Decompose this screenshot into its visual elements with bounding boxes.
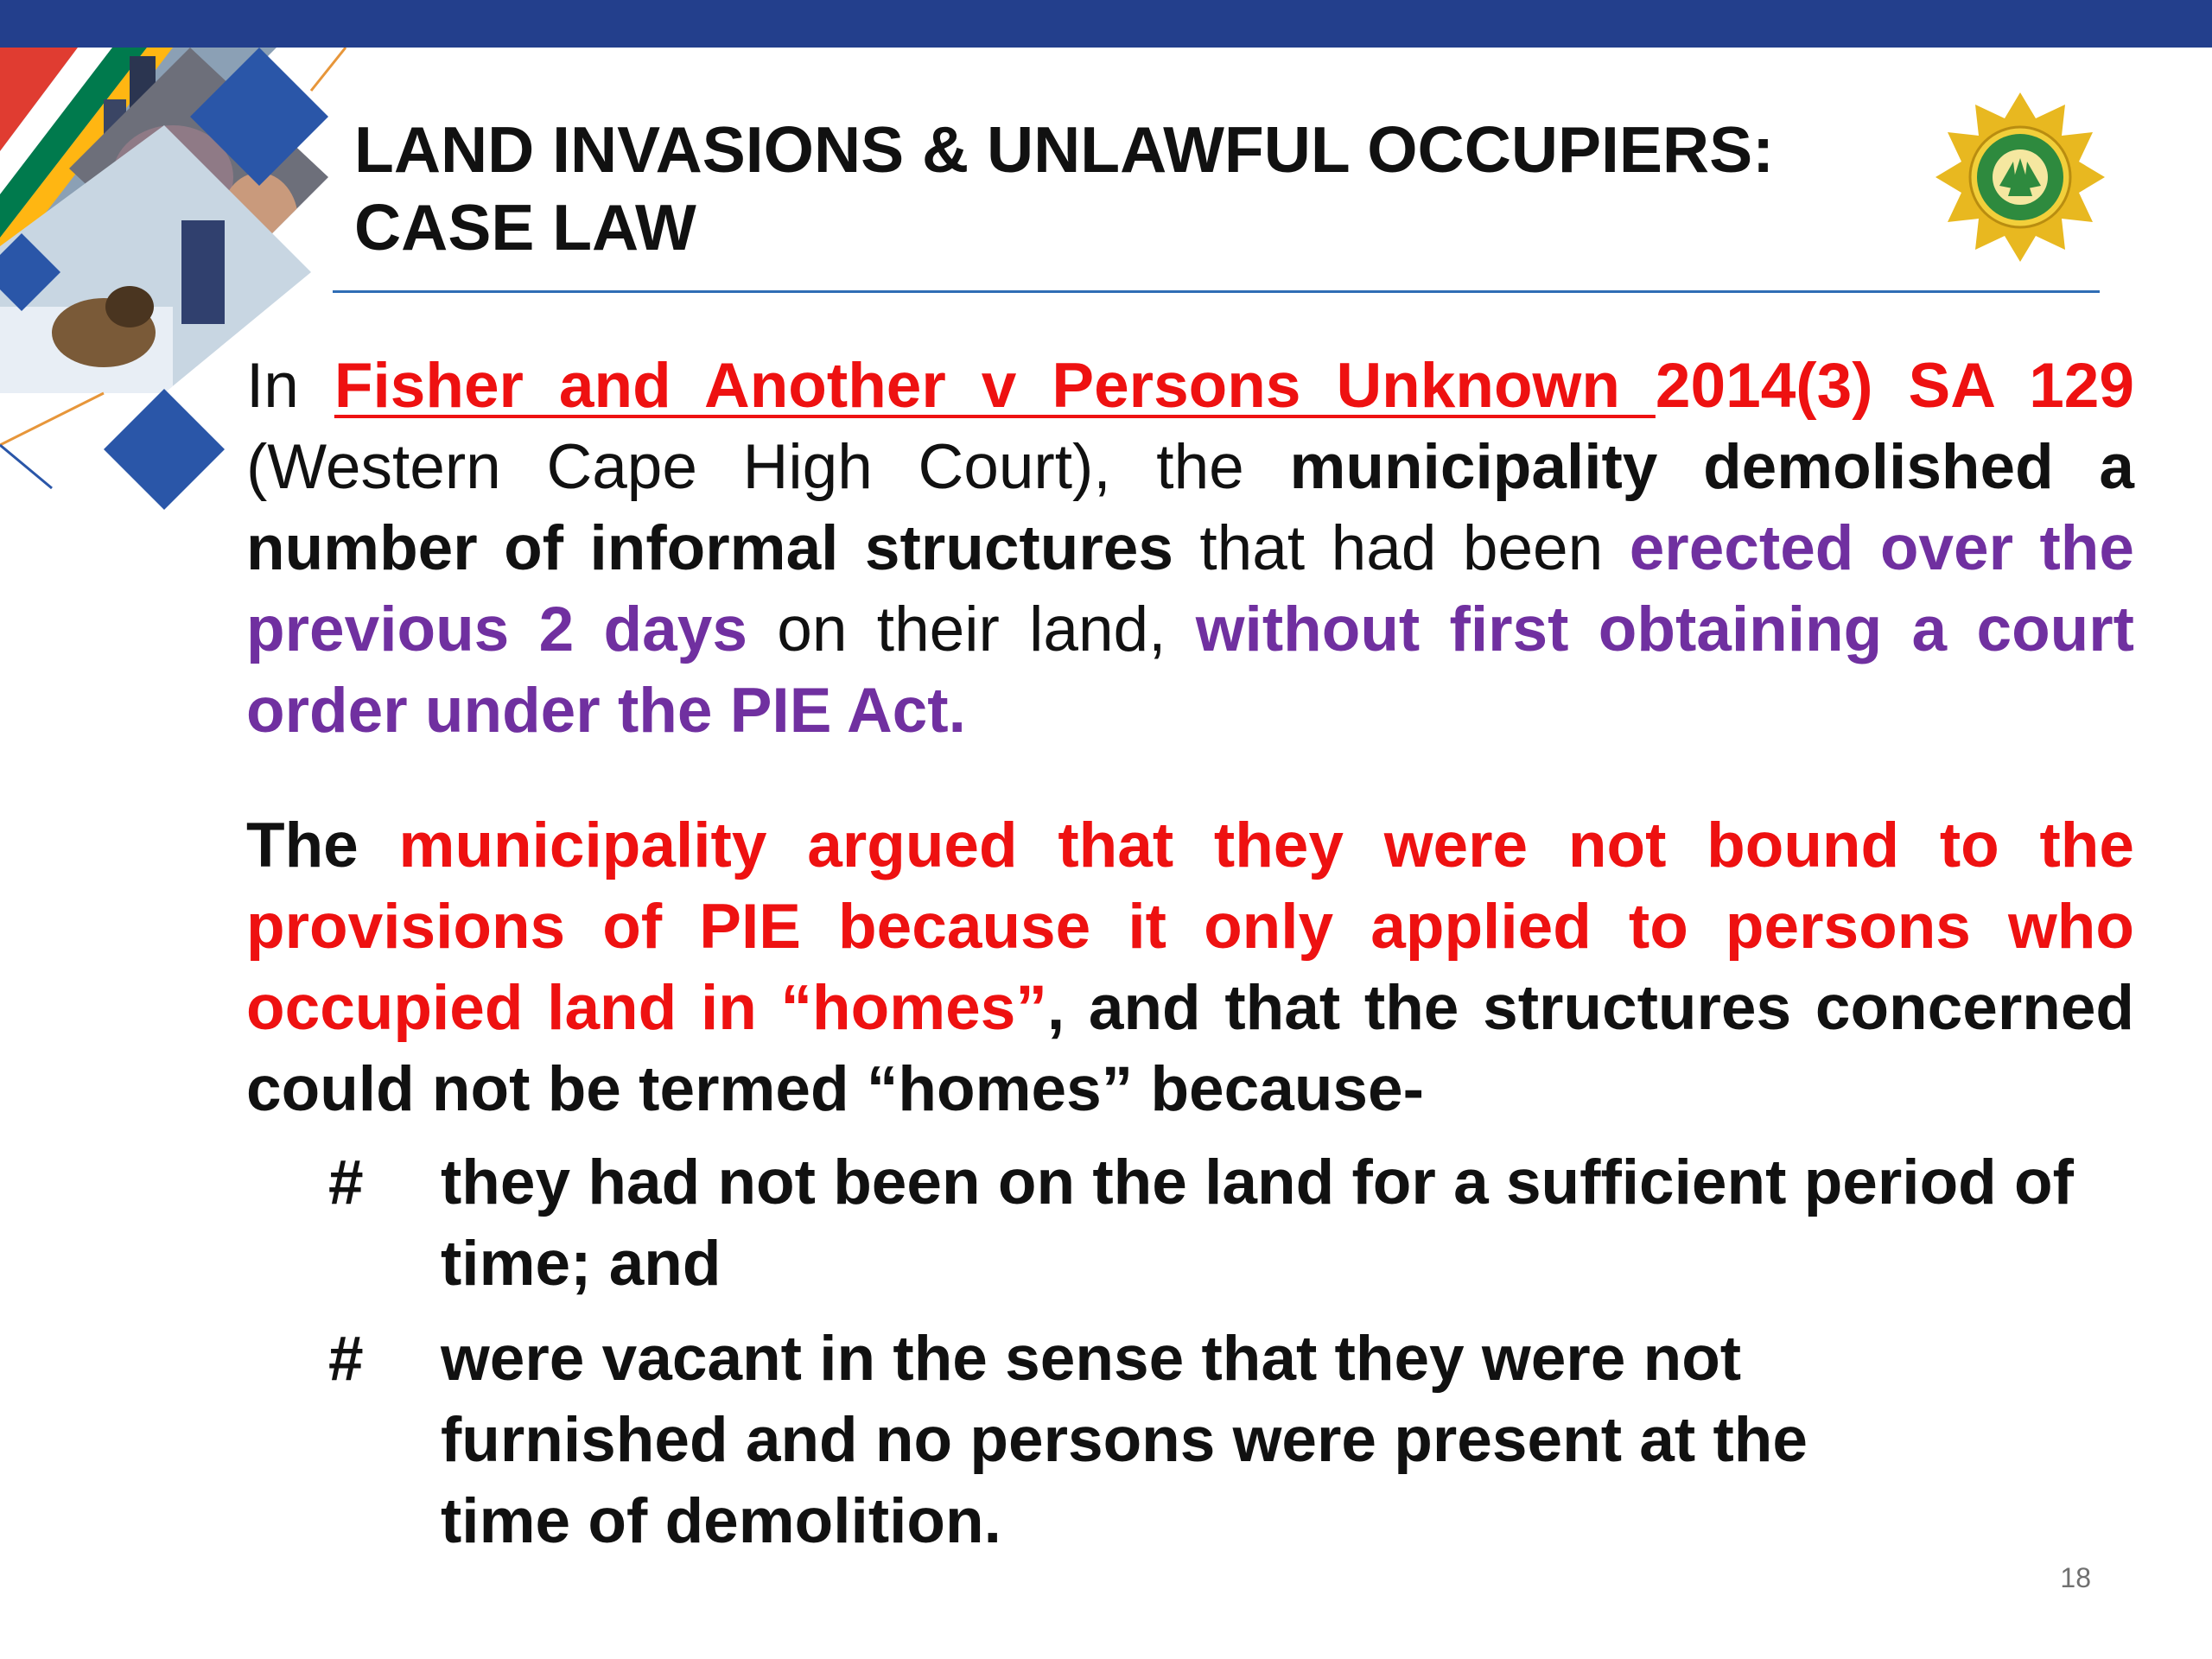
title-underline <box>333 290 2100 293</box>
top-bar <box>0 0 2212 48</box>
bullet-text: they had not been on the land for a sufficient period of time; and <box>441 1147 2074 1299</box>
argument-paragraph <box>246 805 2134 1130</box>
title-line-1: LAND INVASIONS & UNLAWFUL OCCUPIERS: <box>354 113 1775 186</box>
demolition-text: municipality demolished a number of informal structures <box>246 432 2134 583</box>
case-name-link[interactable]: Fisher and Another v Persons Unknown <box>334 351 1656 421</box>
page-number: 18 <box>2060 1562 2091 1593</box>
title-line-2: CASE LAW <box>354 191 696 264</box>
list-item <box>246 1142 2134 1305</box>
para1-lead: In <box>246 351 334 421</box>
case-summary-paragraph <box>246 346 2134 752</box>
para2-lead: The <box>246 810 399 880</box>
bullet-mark: # <box>328 1147 364 1217</box>
argument-red-text: municipality argued that they were not bound to the provisions of PIE because it only applied to persons who occupied land in “homes” <box>246 810 2134 1043</box>
para1-mid: that had been <box>1173 513 1630 583</box>
court-order-text: without first obtaining a court order under the PIE Act. <box>246 594 2134 746</box>
para1-mid-2: on their land, <box>747 594 1196 664</box>
slide-title <box>354 111 1866 266</box>
saps-badge-icon <box>1925 91 2115 264</box>
court-text: (Western Cape High Court), the <box>246 432 1290 502</box>
reasons-list <box>246 1142 2134 1562</box>
erected-text: erected over the previous 2 days <box>246 513 2134 664</box>
bullet-text: were vacant in the sense that they were not furnished and no persons were present at the time of demolition. <box>441 1324 1808 1556</box>
case-citation: 2014(3) SA 129 <box>1655 351 2134 421</box>
slide-content <box>246 346 2134 1562</box>
list-item <box>246 1319 2134 1562</box>
bullet-mark: # <box>328 1324 364 1394</box>
para2-rest: , and that the structures concerned could not be termed “homes” because- <box>246 973 2135 1124</box>
